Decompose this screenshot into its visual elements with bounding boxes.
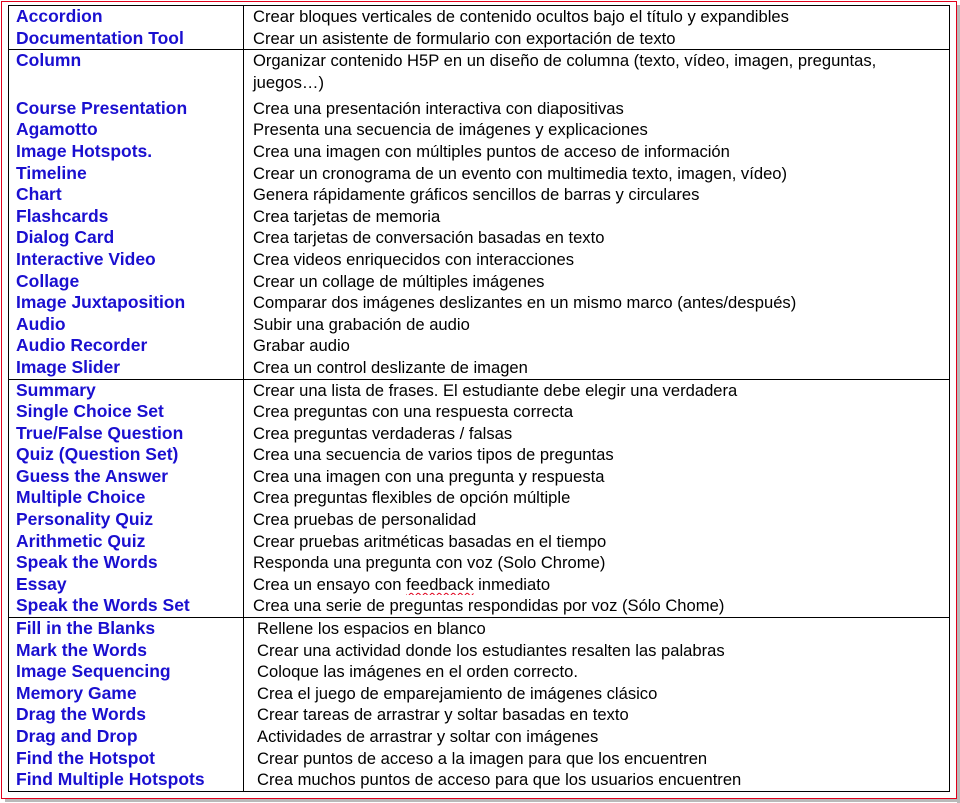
- content-type-description: Comparar dos imágenes deslizantes en un mismo marco (antes/después): [253, 293, 797, 313]
- content-type-name: Timeline: [16, 162, 87, 183]
- content-type-name: Accordion: [16, 6, 103, 26]
- descriptions-cell-group-1: [244, 6, 950, 50]
- content-type-name: Quiz (Question Set): [16, 444, 179, 465]
- content-type-name: Drag the Words: [16, 704, 146, 725]
- content-type-description: Crear pruebas aritméticas basadas en el tiempo: [253, 531, 607, 551]
- content-type-description: Crea preguntas verdaderas / falsas: [253, 423, 513, 443]
- table-row-group-1: [9, 6, 950, 50]
- content-type-description: Rellene los espacios en blanco: [257, 619, 486, 639]
- content-type-name: Find the Hotspot: [16, 747, 156, 768]
- content-type-name: Summary: [16, 379, 96, 400]
- content-type-name: Collage: [16, 270, 80, 291]
- content-type-name: Essay: [16, 573, 67, 594]
- content-type-description: Crea videos enriquecidos con interacciones: [253, 249, 574, 269]
- names-cell-group-1: [9, 6, 244, 50]
- content-type-description: Crea tarjetas de conversación basadas en texto: [253, 228, 605, 248]
- content-type-description: Crea preguntas con una respuesta correcta: [253, 402, 574, 422]
- content-type-name: Interactive Video: [16, 248, 156, 269]
- content-type-name: Flashcards: [16, 205, 109, 226]
- content-type-description: Organizar contenido H5P en un diseño de columna (texto, vídeo, imagen, preguntas, juegos…): [253, 51, 877, 92]
- content-type-name: Guess the Answer: [16, 465, 169, 486]
- content-type-name: Speak the Words Set: [16, 595, 190, 616]
- content-type-description: Genera rápidamente gráficos sencillos de barras y circulares: [253, 185, 700, 205]
- names-cell-group-4: [9, 618, 244, 792]
- content-type-name: Chart: [16, 184, 62, 205]
- h5p-content-types-table: [8, 5, 950, 792]
- descriptions-cell-group-4: [244, 618, 950, 792]
- content-type-name: Column: [16, 50, 82, 71]
- content-type-description: Coloque las imágenes en el orden correcto.: [257, 662, 579, 682]
- content-type-description: Crear bloques verticales de contenido ocultos bajo el título y expandibles: [253, 7, 789, 26]
- content-type-description: Crear un asistente de formulario con exportación de texto: [253, 28, 676, 48]
- content-type-description: Grabar audio: [253, 336, 350, 356]
- content-type-name: Course Presentation: [16, 97, 188, 118]
- content-type-description: Crea un ensayo con feedback inmediato: [253, 574, 551, 594]
- content-type-description: Crear puntos de acceso a la imagen para que los encuentren: [257, 748, 708, 768]
- content-type-description: Subir una grabación de audio: [253, 314, 470, 334]
- content-type-description: Crea preguntas flexibles de opción múltiple: [253, 488, 571, 508]
- content-type-description: Crea una imagen con múltiples puntos de acceso de información: [253, 141, 730, 161]
- content-type-name: Personality Quiz: [16, 509, 154, 530]
- table-row-group-2: [9, 50, 950, 379]
- content-type-name: Image Hotspots.: [16, 140, 153, 161]
- content-type-description: Crear una lista de frases. El estudiante debe elegir una verdadera: [253, 380, 738, 400]
- content-type-name: Image Sequencing: [16, 661, 171, 682]
- content-type-description: Crea una presentación interactiva con diapositivas: [253, 98, 624, 118]
- row-spacer: [9, 72, 243, 98]
- content-type-name: Documentation Tool: [16, 27, 184, 48]
- content-type-name: Memory Game: [16, 682, 137, 703]
- content-type-name: Fill in the Blanks: [16, 618, 156, 639]
- content-type-name: Audio Recorder: [16, 335, 148, 356]
- content-type-name: Dialog Card: [16, 227, 115, 248]
- content-type-name: Agamotto: [16, 119, 98, 140]
- content-type-name: Arithmetic Quiz: [16, 530, 146, 551]
- content-type-description: Presenta una secuencia de imágenes y explicaciones: [253, 120, 648, 140]
- content-type-description: Crea el juego de emparejamiento de imágenes clásico: [257, 683, 658, 703]
- content-type-name: Speak the Words: [16, 552, 158, 573]
- content-type-description: Crear un collage de múltiples imágenes: [253, 271, 545, 291]
- content-type-name: Single Choice Set: [16, 401, 164, 422]
- content-type-description: Crea una imagen con una pregunta y respuesta: [253, 466, 605, 486]
- descriptions-cell-group-2: [244, 50, 950, 379]
- content-type-description: Crear un cronograma de un evento con multimedia texto, imagen, vídeo): [253, 163, 788, 183]
- content-type-name: Find Multiple Hotspots: [16, 769, 205, 790]
- content-type-name: Drag and Drop: [16, 726, 138, 746]
- content-type-description: Crear una actividad donde los estudiantes resalten las palabras: [257, 640, 725, 660]
- content-type-name: Audio: [16, 313, 66, 334]
- content-type-name: True/False Question: [16, 422, 184, 443]
- content-type-description: Crea muchos puntos de acceso para que los usuarios encuentren: [257, 770, 742, 790]
- content-type-description: Responda una pregunta con voz (Solo Chrome): [253, 553, 606, 573]
- content-type-description: Crea tarjetas de memoria: [253, 206, 441, 226]
- descriptions-cell-group-3: [244, 379, 950, 618]
- table-row-group-4: [9, 618, 950, 792]
- content-type-name: Multiple Choice: [16, 487, 146, 508]
- content-type-description: Crea una serie de preguntas respondidas por voz (Sólo Chome): [253, 596, 725, 616]
- content-type-description: Crea una secuencia de varios tipos de preguntas: [253, 445, 614, 465]
- table-row-group-3: [9, 379, 950, 618]
- names-cell-group-2: [9, 50, 244, 379]
- content-type-description: Crea pruebas de personalidad: [253, 510, 477, 530]
- content-type-name: Mark the Words: [16, 639, 147, 660]
- content-type-description: Crear tareas de arrastrar y soltar basadas en texto: [257, 705, 629, 725]
- content-type-description: Crea un control deslizante de imagen: [253, 357, 528, 377]
- content-type-description: Actividades de arrastrar y soltar con imágenes: [257, 727, 599, 746]
- content-type-name: Image Slider: [16, 356, 121, 377]
- content-type-name: Image Juxtaposition: [16, 292, 186, 313]
- names-cell-group-3: [9, 379, 244, 618]
